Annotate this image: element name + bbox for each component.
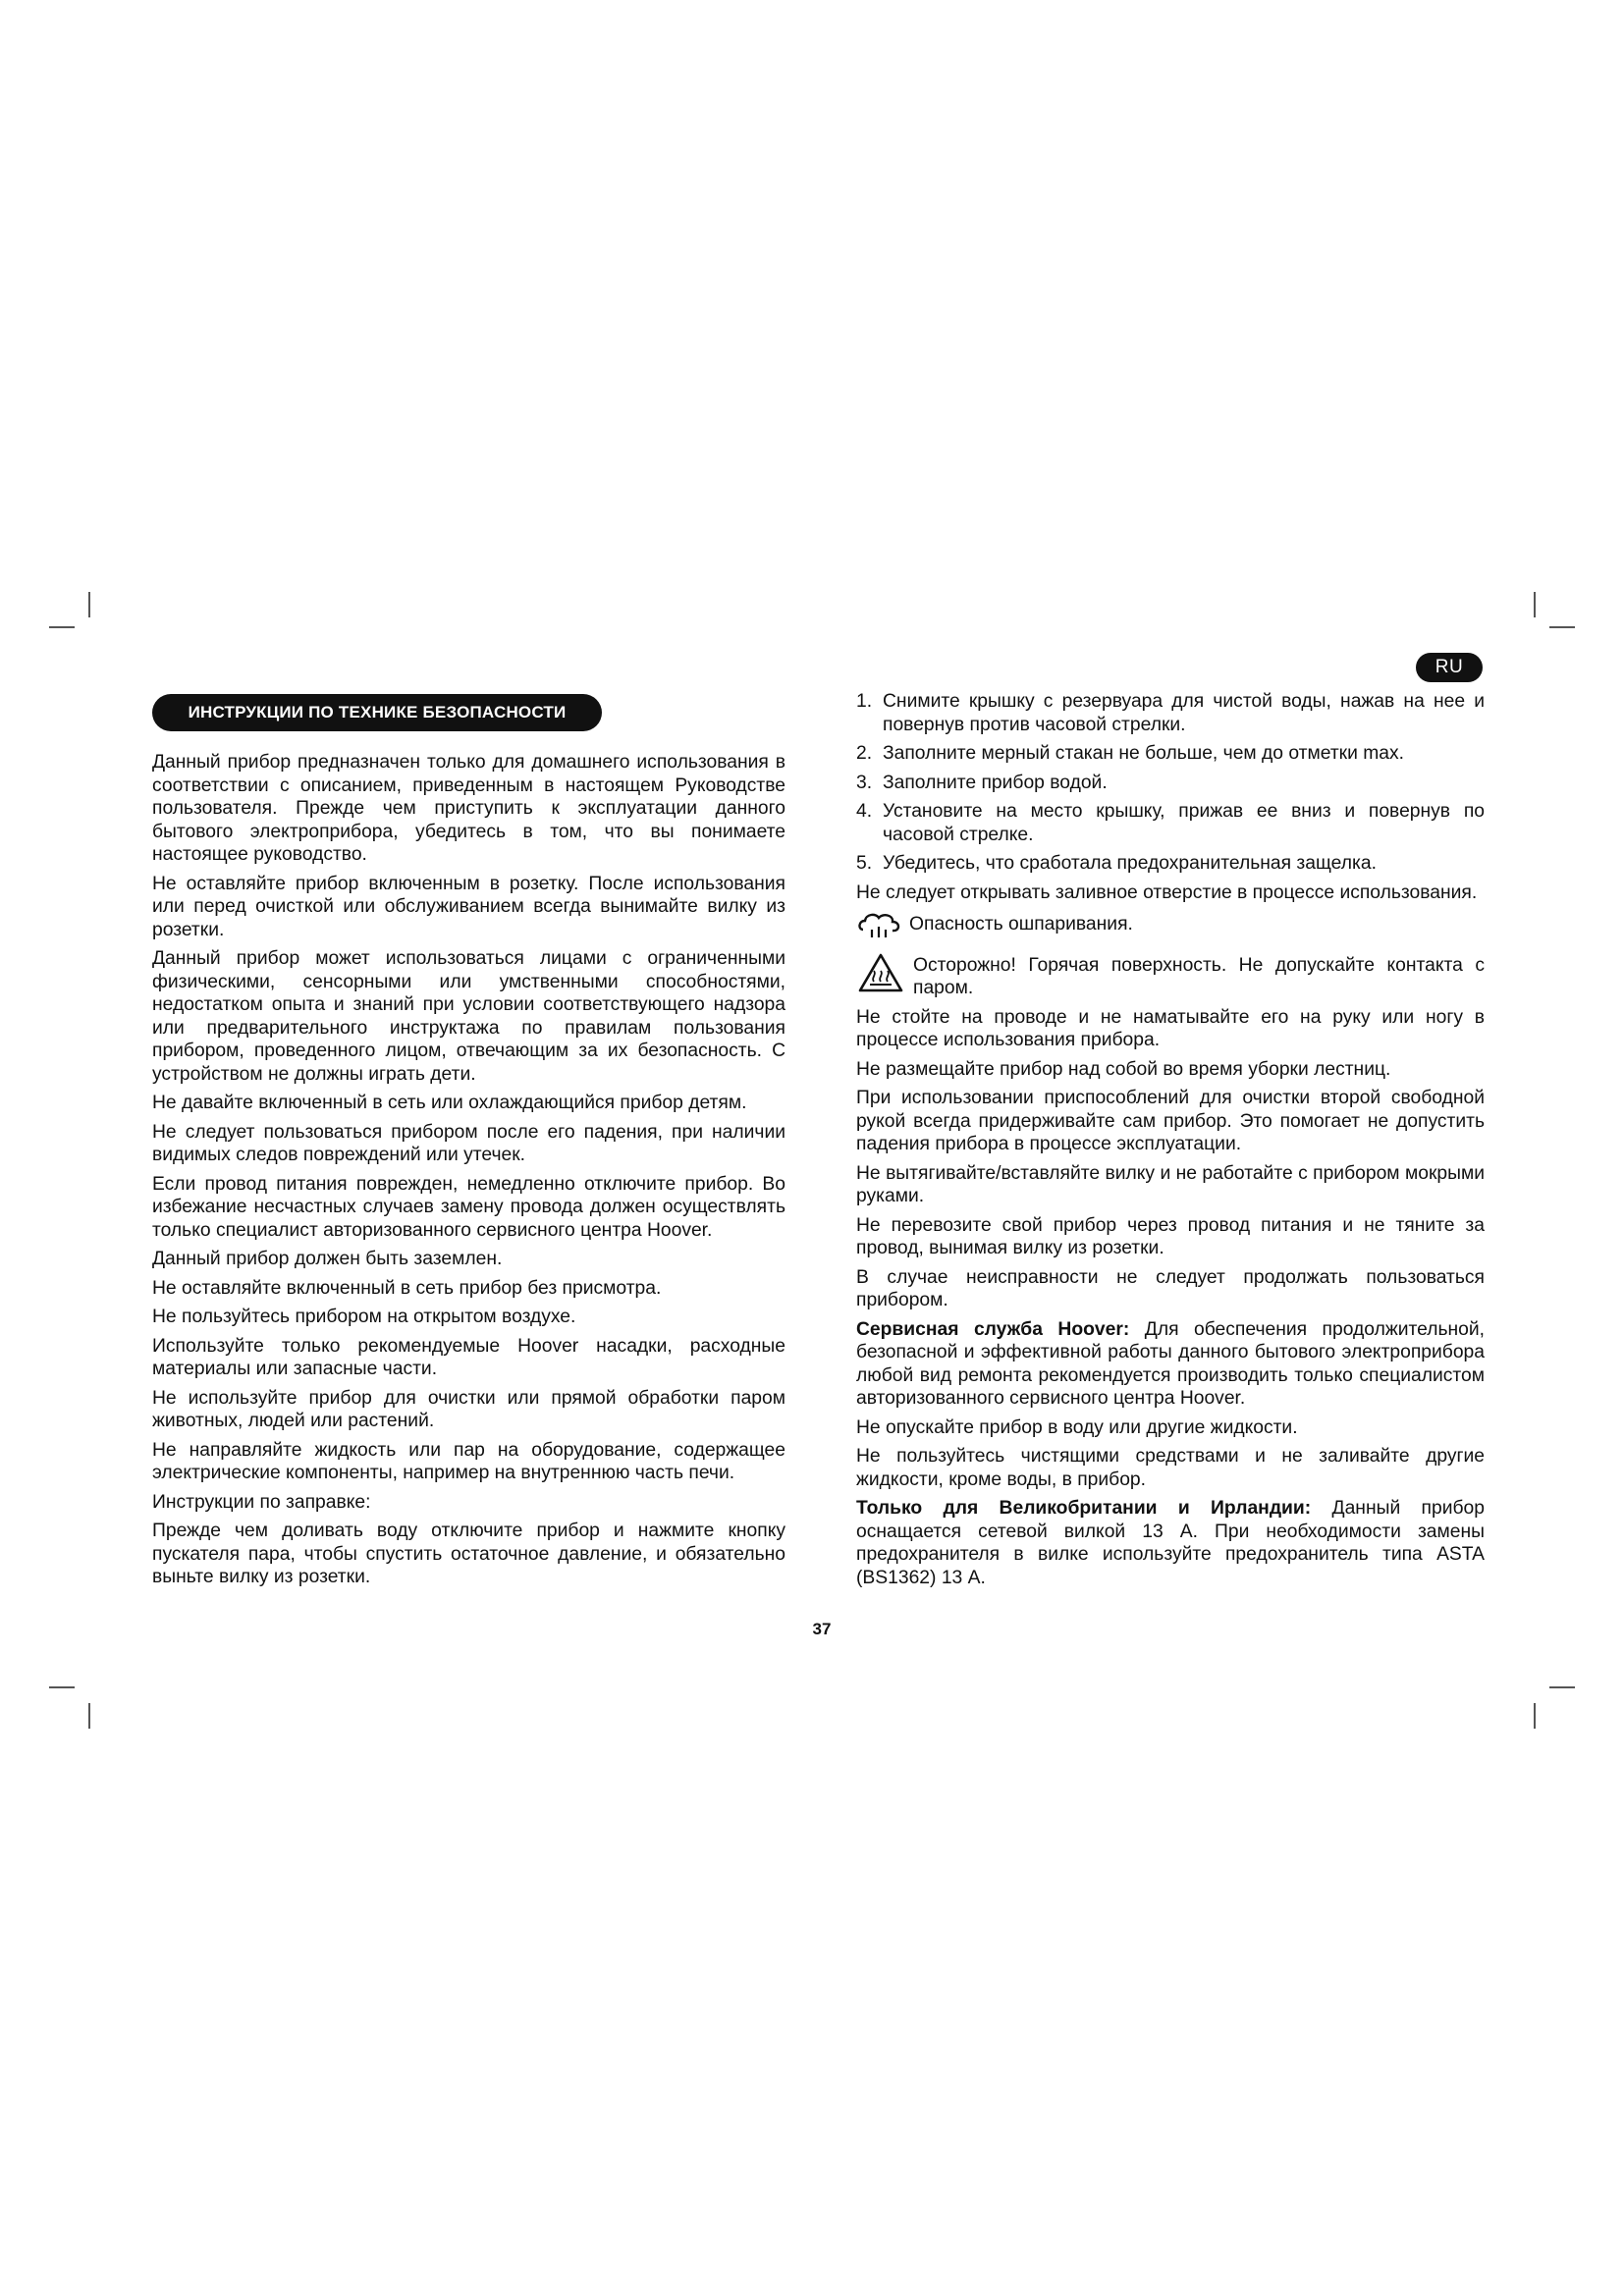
steam-warning-text: Опасность ошпаривания.	[909, 914, 1133, 934]
steam-hazard-icon	[856, 910, 903, 946]
left-column	[152, 751, 785, 1595]
step-text: Заполните мерный стакан не больше, чем до отметки max.	[883, 743, 1405, 764]
paragraph: Не следует пользоваться прибором после его падения, при наличии видимых следов повреждений или утечек.	[152, 1121, 785, 1165]
hot-surface-warning-icon	[858, 952, 903, 1000]
step-text: Убедитесь, что сработала предохранительная защелка.	[883, 853, 1377, 874]
crop-mark	[1534, 592, 1536, 617]
crop-mark	[49, 626, 75, 628]
paragraph: Инструкции по заправке:	[152, 1491, 371, 1513]
uk-text: Данный прибор оснащается сетевой вилкой 13 А. При необходимости замены предохранителя в вилке используйте предохранитель типа ASTA (BS1362) 13 А.	[856, 1498, 1485, 1588]
uk-heading: Только для Великобритании и Ирландии:	[856, 1498, 1312, 1519]
paragraph: Не опускайте прибор в воду или другие жидкости.	[856, 1416, 1298, 1438]
paragraph: Не оставляйте прибор включенным в розетку. После использования или перед очисткой или обслуживанием всегда вынимайте вилку из розетки.	[152, 873, 785, 940]
paragraph: Не пользуйтесь прибором на открытом воздухе.	[152, 1307, 576, 1327]
crop-mark	[1534, 1703, 1536, 1729]
paragraph: Данный прибор должен быть заземлен.	[152, 1249, 503, 1269]
list-item	[856, 800, 1485, 846]
step-number: 5.	[856, 853, 873, 874]
paragraph: Если провод питания поврежден, немедленно отключите прибор. Во избежание несчастных случаев замену провода должен осуществлять только специалист авторизованного сервисного центра Hoover.	[152, 1173, 785, 1241]
paragraph: Не пользуйтесь чистящими средствами и не заливайте другие жидкости, кроме воды, в прибор.	[856, 1446, 1485, 1490]
language-badge: RU	[1416, 653, 1483, 682]
step-number: 4.	[856, 801, 873, 822]
step-number: 2.	[856, 743, 873, 764]
crop-mark	[88, 1703, 90, 1729]
service-text: Для обеспечения продолжительной, безопасной и эффективной работы данного бытового электроприбора любой вид ремонта рекомендуется производить только специалистом авторизованного сервисного центра Hoover.	[856, 1318, 1485, 1409]
list-item	[856, 772, 1485, 795]
section-title: ИНСТРУКЦИИ ПО ТЕХНИКЕ БЕЗОПАСНОСТИ	[152, 694, 602, 731]
service-heading: Сервисная служба Hoover:	[856, 1318, 1130, 1340]
hot-surface-warning-text: Осторожно! Горячая поверхность. Не допускайте контакта с паром.	[913, 954, 1485, 998]
paragraph: Не перевозите свой прибор через провод питания и не тяните за провод, вынимая вилку из розетки.	[856, 1214, 1485, 1258]
steam-warning	[856, 910, 1485, 946]
list-item	[856, 690, 1485, 736]
step-number: 3.	[856, 772, 873, 793]
paragraph: В случае неисправности не следует продолжать пользоваться прибором.	[856, 1266, 1485, 1310]
crop-mark	[1549, 626, 1575, 628]
paragraph: Используйте только рекомендуемые Hoover насадки, расходные материалы или запасные части.	[152, 1335, 785, 1379]
hot-surface-warning	[856, 952, 1485, 1000]
paragraph: Данный прибор предназначен только для домашнего использования в соответствии с описанием, приведенным в настоящем Руководстве пользователя. Прежде чем приступить к эксплуатации данного бытового электроприбора, убедитесь в том, что вы понимаете настоящее руководство.	[152, 752, 785, 865]
list-item	[856, 852, 1485, 876]
filling-steps-list	[856, 690, 1485, 876]
uk-paragraph	[856, 1497, 1485, 1589]
crop-mark	[88, 592, 90, 617]
step-number: 1.	[856, 691, 873, 712]
step-text: Снимите крышку с резервуара для чистой воды, нажав на нее и повернув против часовой стрелки.	[883, 691, 1485, 735]
step-text: Заполните прибор водой.	[883, 772, 1108, 793]
service-paragraph	[856, 1318, 1485, 1411]
paragraph: Не направляйте жидкость или пар на оборудование, содержащее электрические компоненты, например на внутреннюю часть печи.	[152, 1439, 785, 1483]
paragraph: Прежде чем доливать воду отключите прибор и нажмите кнопку пускателя пара, чтобы спустить остаточное давление, и обязательно выньте вилку из розетки.	[152, 1521, 785, 1587]
page-number: 37	[812, 1620, 832, 1638]
paragraph: Данный прибор может использоваться лицами с ограниченными физическими, сенсорными или умственными способностями, недостатком опыта и знаний при условии соответствующего надзора или предварительного инструктажа по правилам пользования прибором, проведенного лицом, отвечающим за их безопасность. С устройством не должны играть дети.	[152, 948, 785, 1085]
step-text: Установите на место крышку, прижав ее вниз и повернув по часовой стрелке.	[883, 801, 1485, 845]
paragraph: При использовании приспособлений для очистки второй свободной рукой всегда придерживайте сам прибор. Это помогает не допустить падения прибора в процессе эксплуатации.	[856, 1088, 1485, 1154]
crop-mark	[1549, 1686, 1575, 1688]
paragraph: Не стойте на проводе и не наматывайте его на руку или ногу в процессе использования прибора.	[856, 1006, 1485, 1050]
paragraph: Не вытягивайте/вставляйте вилку и не работайте с прибором мокрыми руками.	[856, 1162, 1485, 1206]
list-item	[856, 742, 1485, 766]
paragraph: Не используйте прибор для очистки или прямой обработки паром животных, людей или растений.	[152, 1387, 785, 1431]
paragraph: Не размещайте прибор над собой во время уборки лестниц.	[856, 1058, 1391, 1080]
paragraph: Не давайте включенный в сеть или охлаждающийся прибор детям.	[152, 1093, 747, 1113]
right-column	[856, 690, 1485, 1595]
paragraph: Не следует открывать заливное отверстие в процессе использования.	[856, 881, 1478, 903]
crop-mark	[49, 1686, 75, 1688]
paragraph: Не оставляйте включенный в сеть прибор без присмотра.	[152, 1277, 662, 1299]
